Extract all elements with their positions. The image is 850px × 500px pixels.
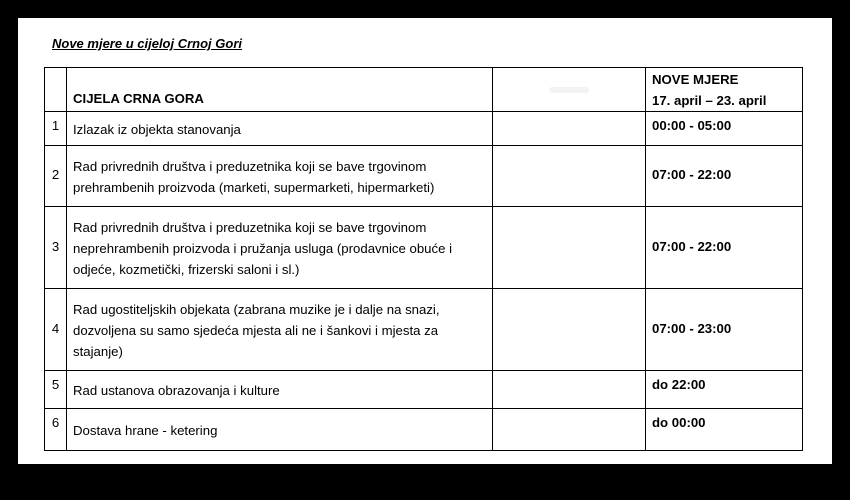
row-blank-cell [493,112,646,146]
table-row [45,112,803,146]
row-description [67,289,493,371]
table-header-row [45,68,803,112]
row-blank-cell [493,409,646,451]
description-line: stajanje) [73,344,123,359]
table-row [45,207,803,289]
row-description [67,371,493,409]
row-time: do 00:00 [646,409,803,451]
table-row [45,409,803,451]
row-blank-cell [493,146,646,207]
description-line: dozvoljena su samo sjedeća mjesta ali ne i šankovi i mjesta za [73,323,439,338]
row-time: 07:00 - 22:00 [646,207,803,289]
row-number: 1 [45,112,67,146]
header-blank-cell [493,68,646,112]
row-number: 5 [45,371,67,409]
description-line: Rad privrednih društva i preduzetnika koji se bave trgovinom [73,159,427,174]
table-row [45,371,803,409]
measures-table [44,67,803,451]
table-row [45,146,803,207]
redacted-smudge [549,87,589,93]
description-line: prehrambenih proizvoda (marketi, supermarketi, hipermarketi) [73,180,435,195]
row-description [67,112,493,146]
row-description [67,409,493,451]
table-row [45,289,803,371]
row-number: 6 [45,409,67,451]
row-blank-cell [493,371,646,409]
row-blank-cell [493,289,646,371]
row-time: 07:00 - 22:00 [646,146,803,207]
description-line: Dostava hrane - ketering [73,423,218,438]
row-time: 07:00 - 23:00 [646,289,803,371]
header-measures-cell [646,68,803,112]
row-number: 4 [45,289,67,371]
header-region-cell: CIJELA CRNA GORA [67,68,493,112]
row-description [67,146,493,207]
document-page [18,18,832,464]
description-line: Izlazak iz objekta stanovanja [73,122,241,137]
row-blank-cell [493,207,646,289]
description-line: Rad ugostiteljskih objekata (zabrana muzike je i dalje na snazi, [73,302,440,317]
document-title: Nove mjere u cijeloj Crnoj Gori [52,36,242,51]
row-number: 2 [45,146,67,207]
measures-label: NOVE MJERE [652,72,739,87]
description-line: odjeće, kozmetički, frizerski saloni i sl.) [73,262,300,277]
row-number: 3 [45,207,67,289]
row-description [67,207,493,289]
description-line: Rad privrednih društva i preduzetnika koji se bave trgovinom [73,220,427,235]
header-num-cell [45,68,67,112]
row-time: 00:00 - 05:00 [646,112,803,146]
description-line: Rad ustanova obrazovanja i kulture [73,383,280,398]
row-time: do 22:00 [646,371,803,409]
date-range: 17. april – 23. april [652,93,767,108]
description-line: neprehrambenih proizvoda i pružanja usluga (prodavnice obuće i [73,241,453,256]
